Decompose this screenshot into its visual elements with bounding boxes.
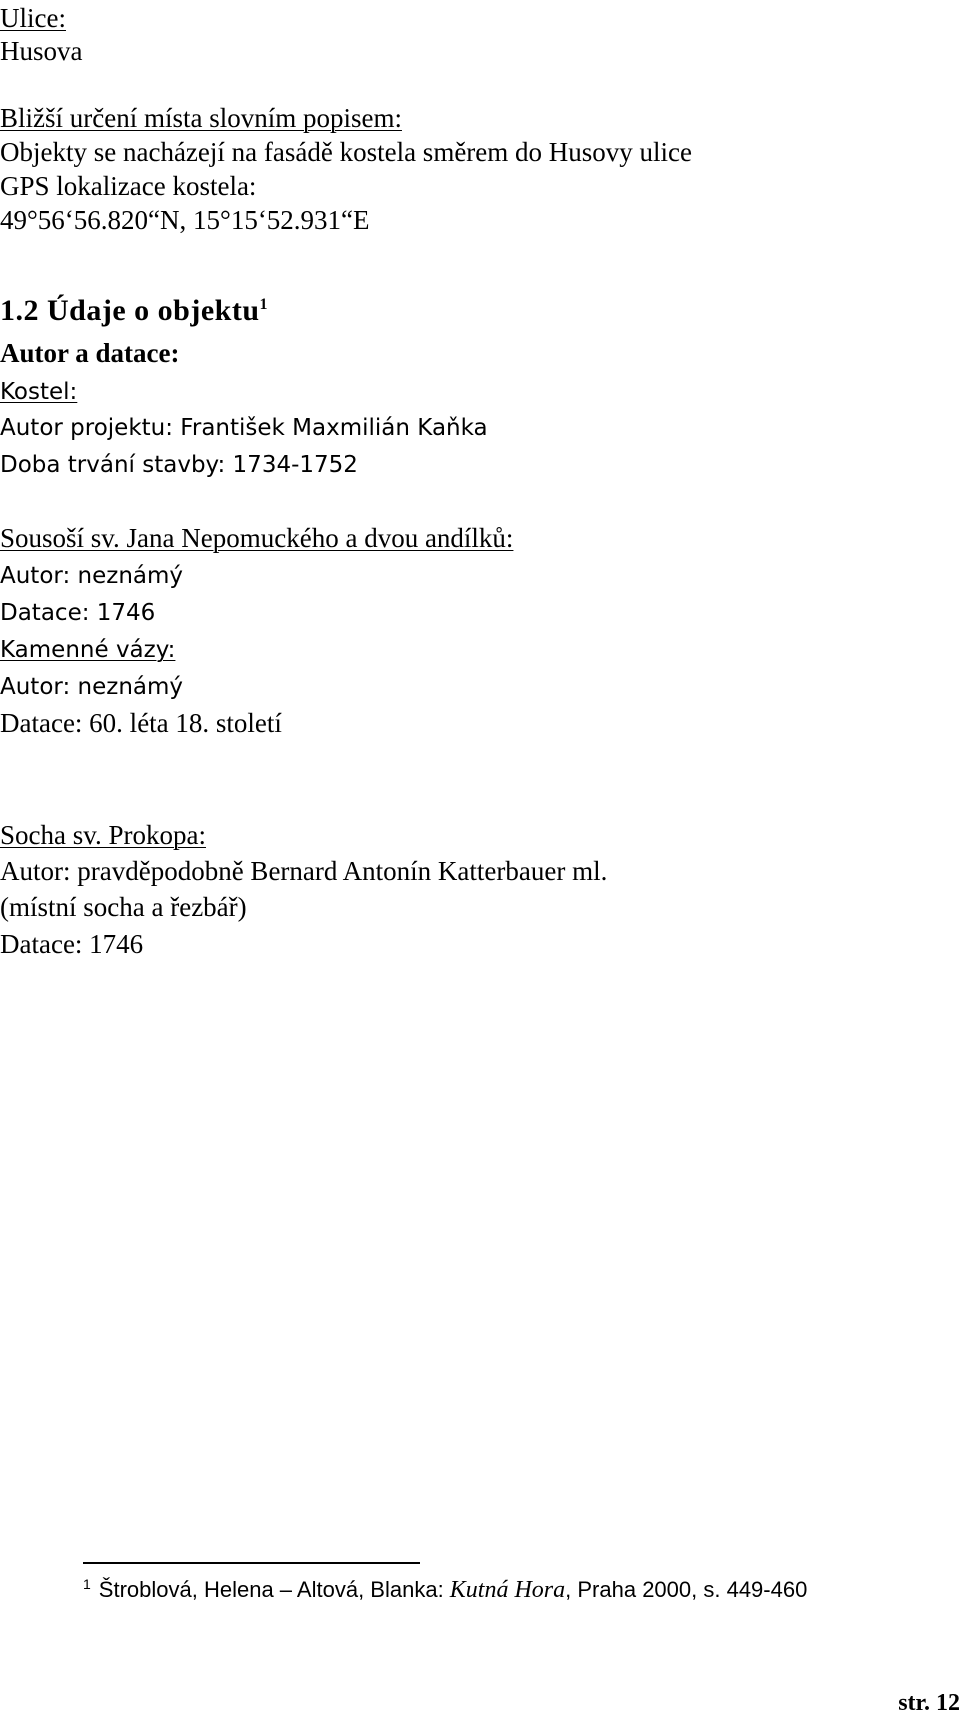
gps-label: GPS lokalizace kostela: <box>0 171 257 201</box>
street-value: Husova <box>0 36 83 66</box>
prokop-label: Socha sv. Prokopa: <box>0 820 206 850</box>
page-number: str. 12 <box>898 1690 960 1716</box>
footnote <box>83 1576 807 1604</box>
gps-value: 49°56‘56.820“N, 15°15‘52.931“E <box>0 205 370 235</box>
prokop-author-note: (místní socha a řezbář) <box>0 892 247 922</box>
vases-date: Datace: 60. léta 18. století <box>0 708 282 738</box>
footnote-separator <box>83 1562 420 1564</box>
church-duration: Doba trvání stavby: 1734-1752 <box>0 452 358 478</box>
footnote-authors: Štroblová, Helena – Altová, Blanka: <box>98 1577 450 1602</box>
vases-label: Kamenné vázy: <box>0 637 176 663</box>
footnote-marker: 1 <box>83 1575 91 1592</box>
location-detail-value: Objekty se nacházejí na fasádě kostela směrem do Husovy ulice <box>0 137 693 167</box>
church-author: Autor projektu: František Maxmilián Kaňka <box>0 415 488 441</box>
section-heading <box>0 295 268 327</box>
church-label: Kostel: <box>0 379 78 405</box>
statue-group-label: Sousoší sv. Jana Nepomuckého a dvou andílků: <box>0 523 514 553</box>
section-heading-text: 1.2 Údaje o objektu <box>0 294 260 327</box>
statue-group-author: Autor: neznámý <box>0 563 184 589</box>
prokop-author: Autor: pravděpodobně Bernard Antonín Katterbauer ml. <box>0 856 608 886</box>
footnote-title: Kutná Hora <box>449 1577 566 1603</box>
street-label: Ulice: <box>0 3 66 33</box>
vases-author: Autor: neznámý <box>0 674 184 700</box>
prokop-date: Datace: 1746 <box>0 929 144 959</box>
location-detail-label: Bližší určení místa slovním popisem: <box>0 103 402 133</box>
section-subheading: Autor a datace: <box>0 338 180 368</box>
footnote-reference: 1 <box>259 296 269 313</box>
statue-group-date: Datace: 1746 <box>0 600 156 626</box>
footnote-rest: , Praha 2000, s. 449-460 <box>565 1577 808 1602</box>
